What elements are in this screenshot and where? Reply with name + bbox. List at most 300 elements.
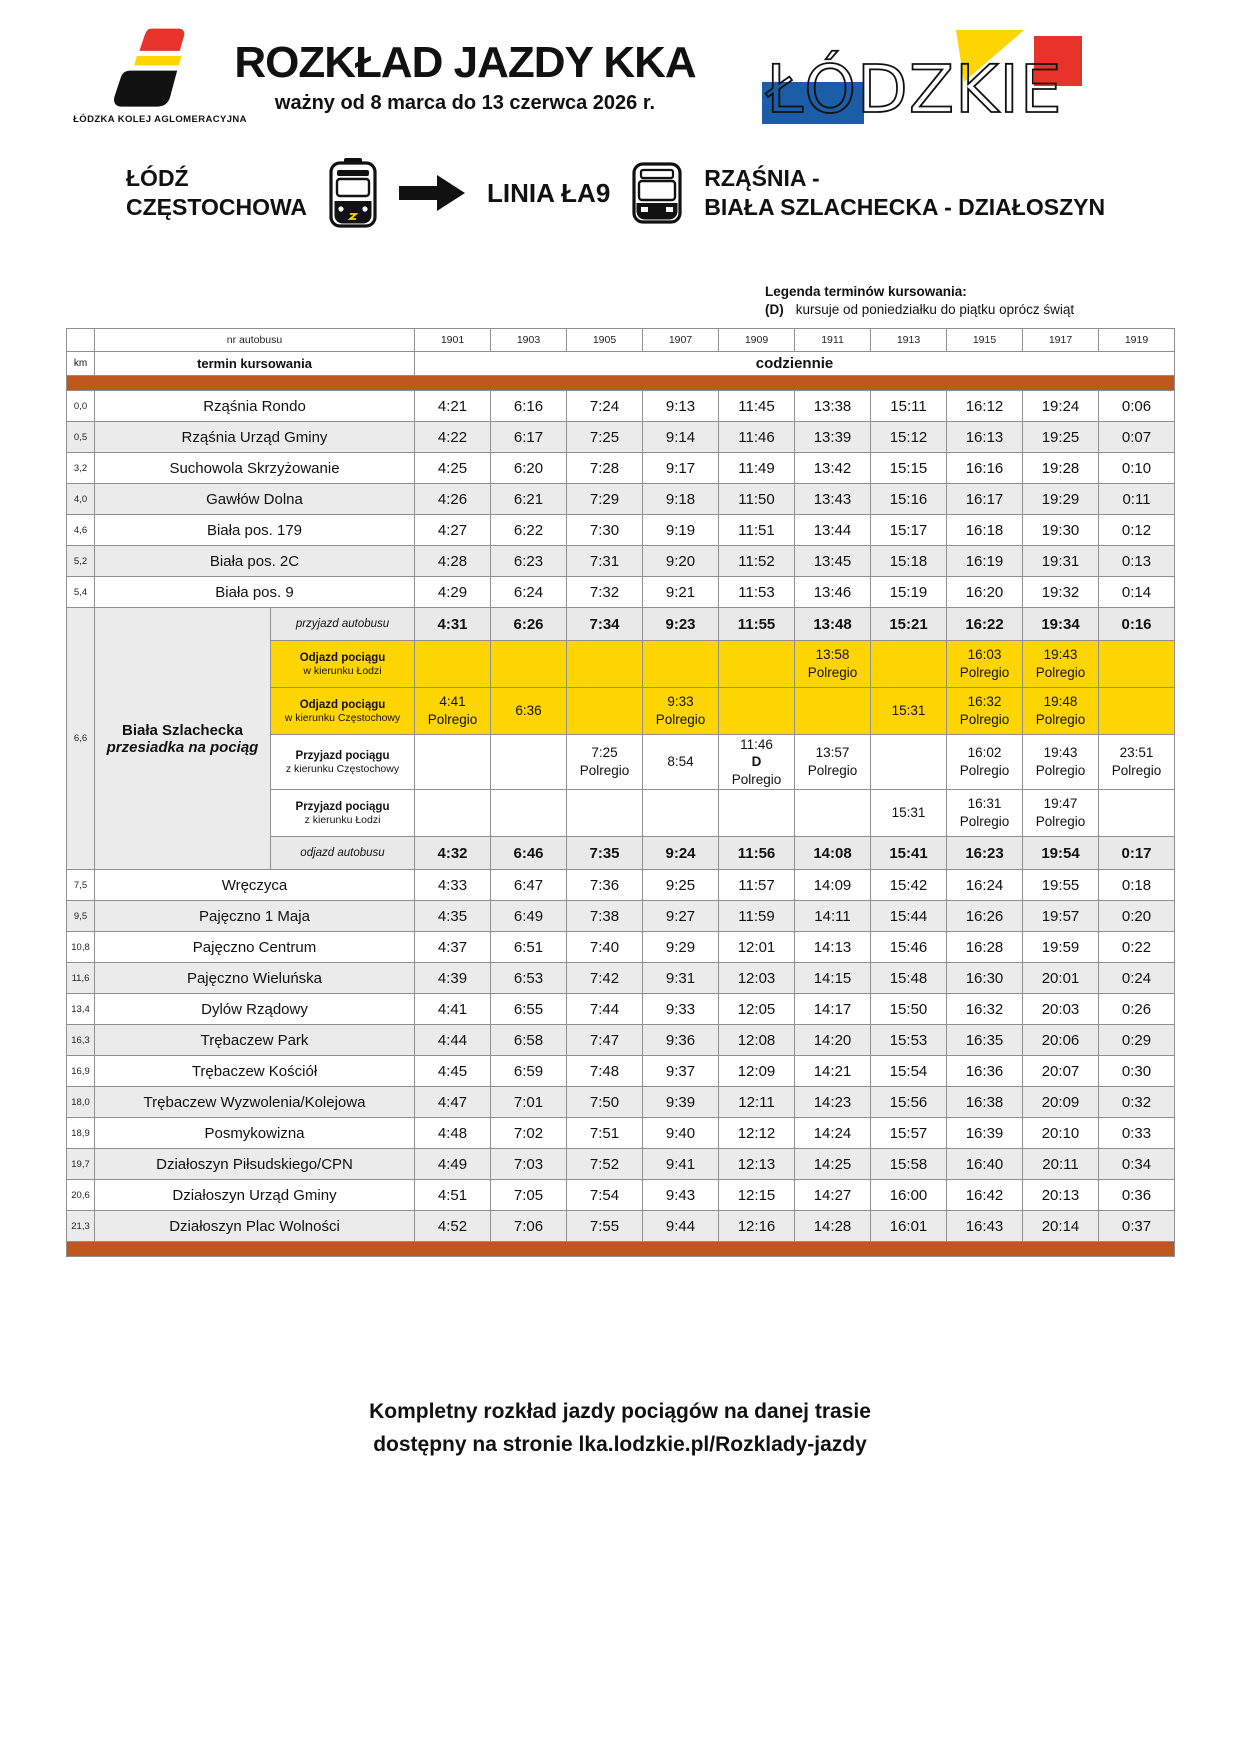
stop-name: Wręczyca bbox=[95, 870, 415, 901]
time-cell: 16:18 bbox=[947, 515, 1023, 546]
km-cell: 4,0 bbox=[67, 484, 95, 515]
time-cell: 6:59 bbox=[491, 1056, 567, 1087]
time-cell: 0:06 bbox=[1099, 391, 1175, 422]
time-cell: 15:12 bbox=[871, 422, 947, 453]
table-row bbox=[67, 1087, 1175, 1118]
time-cell: 7:32 bbox=[567, 577, 643, 608]
km-cell: 13,4 bbox=[67, 994, 95, 1025]
time-cell: 11:53 bbox=[719, 577, 795, 608]
bus-front-icon bbox=[632, 162, 682, 224]
km-cell: 16,3 bbox=[67, 1025, 95, 1056]
time-cell: 14:11 bbox=[795, 901, 871, 932]
time-cell: 15:31 bbox=[871, 790, 947, 837]
table-row bbox=[67, 422, 1175, 453]
stop-name: Suchowola Skrzyżowanie bbox=[95, 453, 415, 484]
divider-row bbox=[67, 1242, 1175, 1257]
time-cell: 14:28 bbox=[795, 1211, 871, 1242]
time-cell: 9:39 bbox=[643, 1087, 719, 1118]
time-cell bbox=[415, 641, 491, 688]
time-cell: 0:36 bbox=[1099, 1180, 1175, 1211]
time-cell: 16:19 bbox=[947, 546, 1023, 577]
bus-number: 1901 bbox=[415, 329, 491, 352]
time-cell: 4:25 bbox=[415, 453, 491, 484]
time-cell: 4:27 bbox=[415, 515, 491, 546]
stop-name: Biała pos. 179 bbox=[95, 515, 415, 546]
time-cell: 16:03 Polregio bbox=[947, 641, 1023, 688]
bus-number-row bbox=[67, 329, 1175, 352]
time-cell: 15:50 bbox=[871, 994, 947, 1025]
time-cell: 14:13 bbox=[795, 932, 871, 963]
time-cell: 0:34 bbox=[1099, 1149, 1175, 1180]
time-cell: 7:47 bbox=[567, 1025, 643, 1056]
time-cell: 9:41 bbox=[643, 1149, 719, 1180]
time-cell: 13:57 Polregio bbox=[795, 735, 871, 790]
term-label: termin kursowania bbox=[95, 352, 415, 376]
time-cell: 16:32 bbox=[947, 994, 1023, 1025]
km-cell: 5,4 bbox=[67, 577, 95, 608]
time-cell: 12:03 bbox=[719, 963, 795, 994]
time-cell: 6:26 bbox=[491, 608, 567, 641]
time-cell: 11:56 bbox=[719, 837, 795, 870]
transfer-row bbox=[67, 608, 1175, 641]
time-cell: 16:22 bbox=[947, 608, 1023, 641]
time-cell bbox=[643, 641, 719, 688]
time-cell: 9:33 bbox=[643, 994, 719, 1025]
time-cell: 0:11 bbox=[1099, 484, 1175, 515]
time-cell bbox=[1099, 790, 1175, 837]
time-cell: 11:51 bbox=[719, 515, 795, 546]
footer-line1: Kompletny rozkład jazdy pociągów na danej trasie bbox=[369, 1400, 871, 1423]
time-cell: 14:09 bbox=[795, 870, 871, 901]
time-cell: 11:46 D Polregio bbox=[719, 735, 795, 790]
time-cell: 16:40 bbox=[947, 1149, 1023, 1180]
time-cell: 16:32 Polregio bbox=[947, 688, 1023, 735]
time-cell: 12:12 bbox=[719, 1118, 795, 1149]
time-cell: 7:55 bbox=[567, 1211, 643, 1242]
transfer-row-label: Przyjazd pociągu z kierunku Częstochowy bbox=[271, 735, 415, 790]
time-cell: 19:57 bbox=[1023, 901, 1099, 932]
title-block bbox=[225, 40, 705, 115]
time-cell: 9:20 bbox=[643, 546, 719, 577]
time-cell: 7:48 bbox=[567, 1056, 643, 1087]
time-cell: 13:39 bbox=[795, 422, 871, 453]
time-cell: 4:21 bbox=[415, 391, 491, 422]
time-cell: 6:53 bbox=[491, 963, 567, 994]
time-cell: 20:09 bbox=[1023, 1087, 1099, 1118]
time-cell: 0:07 bbox=[1099, 422, 1175, 453]
time-cell: 7:25 bbox=[567, 422, 643, 453]
time-cell: 19:32 bbox=[1023, 577, 1099, 608]
time-cell: 19:43 Polregio bbox=[1023, 735, 1099, 790]
route-destination-line1: RZĄŚNIA - bbox=[704, 165, 820, 192]
time-cell: 6:58 bbox=[491, 1025, 567, 1056]
time-cell: 12:01 bbox=[719, 932, 795, 963]
time-cell: 6:49 bbox=[491, 901, 567, 932]
time-cell: 15:44 bbox=[871, 901, 947, 932]
timetable bbox=[66, 328, 1175, 1257]
km-cell: 0,5 bbox=[67, 422, 95, 453]
time-cell: 16:01 bbox=[871, 1211, 947, 1242]
time-cell bbox=[795, 688, 871, 735]
time-cell: 16:12 bbox=[947, 391, 1023, 422]
table-row bbox=[67, 391, 1175, 422]
route-origin-line2: CZĘSTOCHOWA bbox=[126, 194, 308, 220]
time-cell: 0:10 bbox=[1099, 453, 1175, 484]
legend-item bbox=[765, 302, 1074, 317]
time-cell: 19:48 Polregio bbox=[1023, 688, 1099, 735]
bus-number-header: nr autobusu bbox=[95, 329, 415, 352]
stop-name: Działoszyn Plac Wolności bbox=[95, 1211, 415, 1242]
stop-name: Biała pos. 2C bbox=[95, 546, 415, 577]
footer-note bbox=[0, 1396, 1240, 1461]
table-row bbox=[67, 546, 1175, 577]
time-cell: 4:51 bbox=[415, 1180, 491, 1211]
km-cell: 18,0 bbox=[67, 1087, 95, 1118]
km-cell: 4,6 bbox=[67, 515, 95, 546]
page-title: ROZKŁAD JAZDY KKA bbox=[234, 38, 696, 87]
stop-name: Posmykowizna bbox=[95, 1118, 415, 1149]
transfer-row-label: Przyjazd pociągu z kierunku Łodzi bbox=[271, 790, 415, 837]
stop-name: Pajęczno 1 Maja bbox=[95, 901, 415, 932]
time-cell: 0:17 bbox=[1099, 837, 1175, 870]
time-cell: 0:18 bbox=[1099, 870, 1175, 901]
orange-divider bbox=[67, 1242, 1175, 1257]
time-cell: 0:12 bbox=[1099, 515, 1175, 546]
time-cell: 16:36 bbox=[947, 1056, 1023, 1087]
time-cell: 12:08 bbox=[719, 1025, 795, 1056]
divider-row bbox=[67, 376, 1175, 391]
time-cell: 7:40 bbox=[567, 932, 643, 963]
time-cell: 4:28 bbox=[415, 546, 491, 577]
time-cell bbox=[567, 641, 643, 688]
time-cell: 0:22 bbox=[1099, 932, 1175, 963]
stop-name: Działoszyn Urząd Gminy bbox=[95, 1180, 415, 1211]
time-cell: 9:33 Polregio bbox=[643, 688, 719, 735]
time-cell: 16:16 bbox=[947, 453, 1023, 484]
time-cell bbox=[415, 790, 491, 837]
time-cell: 15:18 bbox=[871, 546, 947, 577]
time-cell: 19:29 bbox=[1023, 484, 1099, 515]
time-cell: 9:19 bbox=[643, 515, 719, 546]
km-cell: 19,7 bbox=[67, 1149, 95, 1180]
bus-number: 1911 bbox=[795, 329, 871, 352]
time-cell: 7:36 bbox=[567, 870, 643, 901]
bus-number: 1907 bbox=[643, 329, 719, 352]
time-cell bbox=[567, 688, 643, 735]
table-corner-spacer bbox=[67, 329, 95, 352]
time-cell: 20:13 bbox=[1023, 1180, 1099, 1211]
time-cell: 23:51 Polregio bbox=[1099, 735, 1175, 790]
bus-number: 1913 bbox=[871, 329, 947, 352]
time-cell: 12:15 bbox=[719, 1180, 795, 1211]
time-cell: 7:35 bbox=[567, 837, 643, 870]
table-row bbox=[67, 1056, 1175, 1087]
time-cell: 19:24 bbox=[1023, 391, 1099, 422]
time-cell: 9:27 bbox=[643, 901, 719, 932]
lodzkie-logo-text: ŁÓDZKIE bbox=[766, 51, 1063, 128]
footer-line2: dostępny na stronie lka.lodzkie.pl/Rozklady-jazdy bbox=[373, 1432, 867, 1456]
time-cell: 19:34 bbox=[1023, 608, 1099, 641]
km-cell: 9,5 bbox=[67, 901, 95, 932]
stop-name: Biała pos. 9 bbox=[95, 577, 415, 608]
train-front-icon bbox=[329, 158, 377, 228]
time-cell: 16:02 Polregio bbox=[947, 735, 1023, 790]
time-cell: 4:41 Polregio bbox=[415, 688, 491, 735]
time-cell: 14:21 bbox=[795, 1056, 871, 1087]
table-row bbox=[67, 453, 1175, 484]
time-cell: 13:42 bbox=[795, 453, 871, 484]
time-cell: 6:47 bbox=[491, 870, 567, 901]
time-cell bbox=[719, 790, 795, 837]
time-cell: 15:15 bbox=[871, 453, 947, 484]
time-cell: 4:52 bbox=[415, 1211, 491, 1242]
time-cell: 20:01 bbox=[1023, 963, 1099, 994]
time-cell: 19:43 Polregio bbox=[1023, 641, 1099, 688]
time-cell: 4:37 bbox=[415, 932, 491, 963]
time-cell: 13:43 bbox=[795, 484, 871, 515]
time-cell: 12:09 bbox=[719, 1056, 795, 1087]
time-cell: 16:43 bbox=[947, 1211, 1023, 1242]
time-cell: 6:21 bbox=[491, 484, 567, 515]
time-cell: 19:28 bbox=[1023, 453, 1099, 484]
stop-name: Trębaczew Park bbox=[95, 1025, 415, 1056]
time-cell: 7:54 bbox=[567, 1180, 643, 1211]
term-value: codziennie bbox=[415, 352, 1175, 376]
time-cell: 0:32 bbox=[1099, 1087, 1175, 1118]
table-row bbox=[67, 484, 1175, 515]
time-cell: 6:20 bbox=[491, 453, 567, 484]
time-cell: 19:55 bbox=[1023, 870, 1099, 901]
time-cell: 15:17 bbox=[871, 515, 947, 546]
time-cell bbox=[1099, 641, 1175, 688]
transfer-row-label: Odjazd pociągu w kierunku Częstochowy bbox=[271, 688, 415, 735]
time-cell bbox=[719, 688, 795, 735]
time-cell: 19:31 bbox=[1023, 546, 1099, 577]
route-origin bbox=[126, 164, 307, 222]
time-cell: 4:35 bbox=[415, 901, 491, 932]
route-destination bbox=[704, 164, 1105, 222]
bus-number: 1915 bbox=[947, 329, 1023, 352]
table-row bbox=[67, 515, 1175, 546]
time-cell: 15:21 bbox=[871, 608, 947, 641]
time-cell: 0:24 bbox=[1099, 963, 1175, 994]
time-cell: 7:51 bbox=[567, 1118, 643, 1149]
time-cell: 14:17 bbox=[795, 994, 871, 1025]
km-cell: 21,3 bbox=[67, 1211, 95, 1242]
term-row bbox=[67, 352, 1175, 376]
legend-title: Legenda terminów kursowania: bbox=[765, 284, 967, 299]
time-cell: 4:49 bbox=[415, 1149, 491, 1180]
km-cell: 10,8 bbox=[67, 932, 95, 963]
time-cell: 9:21 bbox=[643, 577, 719, 608]
time-cell bbox=[795, 790, 871, 837]
time-cell: 7:50 bbox=[567, 1087, 643, 1118]
time-cell: 4:31 bbox=[415, 608, 491, 641]
time-cell: 9:24 bbox=[643, 837, 719, 870]
time-cell: 19:30 bbox=[1023, 515, 1099, 546]
stop-name: Dylów Rządowy bbox=[95, 994, 415, 1025]
time-cell: 8:54 bbox=[643, 735, 719, 790]
time-cell: 13:44 bbox=[795, 515, 871, 546]
lka-logo-icon bbox=[100, 26, 220, 110]
time-cell: 4:47 bbox=[415, 1087, 491, 1118]
km-cell: 5,2 bbox=[67, 546, 95, 577]
time-cell: 16:30 bbox=[947, 963, 1023, 994]
time-cell: 9:25 bbox=[643, 870, 719, 901]
time-cell: 7:24 bbox=[567, 391, 643, 422]
time-cell: 7:03 bbox=[491, 1149, 567, 1180]
time-cell: 4:45 bbox=[415, 1056, 491, 1087]
time-cell: 11:49 bbox=[719, 453, 795, 484]
right-arrow-icon bbox=[399, 175, 465, 211]
time-cell: 7:06 bbox=[491, 1211, 567, 1242]
time-cell: 16:20 bbox=[947, 577, 1023, 608]
time-cell: 15:48 bbox=[871, 963, 947, 994]
time-cell: 15:53 bbox=[871, 1025, 947, 1056]
table-row bbox=[67, 901, 1175, 932]
time-cell: 9:29 bbox=[643, 932, 719, 963]
stop-name: Rząśnia Urząd Gminy bbox=[95, 422, 415, 453]
time-cell: 19:59 bbox=[1023, 932, 1099, 963]
time-cell: 4:26 bbox=[415, 484, 491, 515]
time-cell bbox=[415, 735, 491, 790]
time-cell: 0:13 bbox=[1099, 546, 1175, 577]
stop-name: Rząśnia Rondo bbox=[95, 391, 415, 422]
time-cell: 6:55 bbox=[491, 994, 567, 1025]
time-cell: 0:20 bbox=[1099, 901, 1175, 932]
orange-divider bbox=[67, 376, 1175, 391]
km-cell: 16,9 bbox=[67, 1056, 95, 1087]
time-cell: 9:31 bbox=[643, 963, 719, 994]
km-cell: 20,6 bbox=[67, 1180, 95, 1211]
time-cell bbox=[871, 641, 947, 688]
time-cell: 15:19 bbox=[871, 577, 947, 608]
table-row bbox=[67, 963, 1175, 994]
time-cell: 0:33 bbox=[1099, 1118, 1175, 1149]
time-cell: 16:00 bbox=[871, 1180, 947, 1211]
time-cell: 6:17 bbox=[491, 422, 567, 453]
time-cell: 20:11 bbox=[1023, 1149, 1099, 1180]
time-cell: 6:36 bbox=[491, 688, 567, 735]
time-cell: 6:16 bbox=[491, 391, 567, 422]
time-cell: 16:23 bbox=[947, 837, 1023, 870]
time-cell bbox=[491, 790, 567, 837]
time-cell: 15:46 bbox=[871, 932, 947, 963]
time-cell: 4:44 bbox=[415, 1025, 491, 1056]
time-cell: 7:30 bbox=[567, 515, 643, 546]
time-cell: 11:59 bbox=[719, 901, 795, 932]
timetable-body bbox=[67, 329, 1175, 1257]
time-cell: 7:02 bbox=[491, 1118, 567, 1149]
time-cell bbox=[871, 735, 947, 790]
time-cell: 6:51 bbox=[491, 932, 567, 963]
table-row bbox=[67, 1149, 1175, 1180]
time-cell: 6:46 bbox=[491, 837, 567, 870]
time-cell: 15:57 bbox=[871, 1118, 947, 1149]
time-cell: 20:14 bbox=[1023, 1211, 1099, 1242]
lka-logo-caption: ŁÓDZKA KOLEJ AGLOMERACYJNA bbox=[73, 114, 247, 125]
time-cell: 9:43 bbox=[643, 1180, 719, 1211]
km-column-header: km bbox=[67, 352, 95, 376]
time-cell: 9:18 bbox=[643, 484, 719, 515]
time-cell: 15:54 bbox=[871, 1056, 947, 1087]
time-cell: 12:13 bbox=[719, 1149, 795, 1180]
time-cell: 0:29 bbox=[1099, 1025, 1175, 1056]
stop-name: Pajęczno Centrum bbox=[95, 932, 415, 963]
time-cell: 16:31 Polregio bbox=[947, 790, 1023, 837]
km-cell: 11,6 bbox=[67, 963, 95, 994]
table-row bbox=[67, 994, 1175, 1025]
time-cell: 16:39 bbox=[947, 1118, 1023, 1149]
time-cell: 14:23 bbox=[795, 1087, 871, 1118]
legend-text: kursuje od poniedziałku do piątku oprócz świąt bbox=[795, 302, 1075, 317]
transfer-row-label: przyjazd autobusu bbox=[271, 608, 415, 641]
lodzkie-logo-icon bbox=[760, 20, 1090, 138]
time-cell: 14:08 bbox=[795, 837, 871, 870]
route-banner bbox=[126, 158, 1105, 228]
time-cell: 16:13 bbox=[947, 422, 1023, 453]
time-cell: 16:28 bbox=[947, 932, 1023, 963]
time-cell: 13:38 bbox=[795, 391, 871, 422]
table-row bbox=[67, 870, 1175, 901]
time-cell: 0:37 bbox=[1099, 1211, 1175, 1242]
time-cell: 9:17 bbox=[643, 453, 719, 484]
time-cell: 14:20 bbox=[795, 1025, 871, 1056]
time-cell: 19:25 bbox=[1023, 422, 1099, 453]
time-cell: 14:27 bbox=[795, 1180, 871, 1211]
time-cell: 15:56 bbox=[871, 1087, 947, 1118]
table-row bbox=[67, 1180, 1175, 1211]
time-cell: 4:32 bbox=[415, 837, 491, 870]
time-cell: 4:29 bbox=[415, 577, 491, 608]
time-cell: 7:44 bbox=[567, 994, 643, 1025]
table-row bbox=[67, 932, 1175, 963]
route-line-label: LINIA ŁA9 bbox=[487, 177, 611, 208]
time-cell: 12:05 bbox=[719, 994, 795, 1025]
time-cell: 13:48 bbox=[795, 608, 871, 641]
time-cell: 7:28 bbox=[567, 453, 643, 484]
time-cell: 15:41 bbox=[871, 837, 947, 870]
time-cell: 12:16 bbox=[719, 1211, 795, 1242]
table-row bbox=[67, 1211, 1175, 1242]
time-cell: 14:25 bbox=[795, 1149, 871, 1180]
time-cell: 7:05 bbox=[491, 1180, 567, 1211]
time-cell: 9:14 bbox=[643, 422, 719, 453]
table-row bbox=[67, 1025, 1175, 1056]
time-cell: 15:42 bbox=[871, 870, 947, 901]
time-cell: 4:22 bbox=[415, 422, 491, 453]
time-cell: 4:41 bbox=[415, 994, 491, 1025]
time-cell: 11:52 bbox=[719, 546, 795, 577]
bus-number: 1905 bbox=[567, 329, 643, 352]
time-cell: 9:36 bbox=[643, 1025, 719, 1056]
time-cell: 11:45 bbox=[719, 391, 795, 422]
transfer-row-label: Odjazd pociągu w kierunku Łodzi bbox=[271, 641, 415, 688]
time-cell: 4:33 bbox=[415, 870, 491, 901]
time-cell: 6:22 bbox=[491, 515, 567, 546]
legend bbox=[765, 284, 1074, 317]
time-cell: 15:11 bbox=[871, 391, 947, 422]
time-cell: 0:16 bbox=[1099, 608, 1175, 641]
time-cell: 11:50 bbox=[719, 484, 795, 515]
stop-name: Pajęczno Wieluńska bbox=[95, 963, 415, 994]
time-cell: 15:16 bbox=[871, 484, 947, 515]
lodzkie-region-logo bbox=[760, 20, 1090, 138]
table-row bbox=[67, 1118, 1175, 1149]
time-cell: 20:03 bbox=[1023, 994, 1099, 1025]
km-cell: 0,0 bbox=[67, 391, 95, 422]
time-cell: 7:34 bbox=[567, 608, 643, 641]
